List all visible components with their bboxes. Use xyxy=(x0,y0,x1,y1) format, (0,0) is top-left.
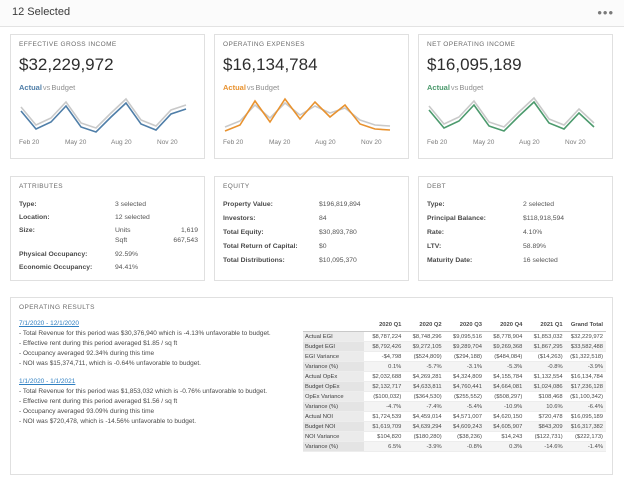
table-row xyxy=(303,392,606,402)
col-header: 2020 Q2 xyxy=(404,320,444,332)
attribute-value: 94.41% xyxy=(115,264,139,271)
cell: ($524,809) xyxy=(404,352,444,362)
cell: $14,243 xyxy=(485,432,525,442)
attribute-key: Economic Occupancy: xyxy=(19,264,93,271)
note-line: - Occupancy averaged 92.34% during this time xyxy=(19,350,155,357)
cell: ($38,236) xyxy=(445,432,485,442)
equity-value: $30,893,780 xyxy=(319,229,357,236)
cell: $4,620,150 xyxy=(485,412,525,422)
equity-value: $10,095,370 xyxy=(319,257,357,264)
col-header: 2020 Q4 xyxy=(485,320,525,332)
card-title: OPERATING EXPENSES xyxy=(223,41,305,48)
equity-key: Total Return of Capital: xyxy=(223,243,298,250)
cell: $4,269,281 xyxy=(404,372,444,382)
cell: -5.7% xyxy=(404,362,444,372)
table-row xyxy=(303,362,606,372)
card-title: ATTRIBUTES xyxy=(19,183,63,190)
row-label: Variance (%) xyxy=(303,402,364,412)
kpi-card-net-operating-income xyxy=(418,34,613,159)
cell: ($364,530) xyxy=(404,392,444,402)
note-date-link[interactable]: 7/1/2020 - 12/1/2020 xyxy=(19,320,79,327)
kpi-value: $16,134,784 xyxy=(223,55,318,74)
operating-results-notes xyxy=(19,320,289,436)
cell: 6.5% xyxy=(364,442,404,452)
x-tick: May 20 xyxy=(269,139,291,146)
cell: $17,236,128 xyxy=(566,382,606,392)
cell: ($222,173) xyxy=(566,432,606,442)
note-block xyxy=(19,320,289,369)
cell: $1,853,032 xyxy=(525,332,565,342)
cell: $4,459,014 xyxy=(404,412,444,422)
cell: -3.9% xyxy=(566,362,606,372)
note-line: - Occupancy averaged 93.09% during this time xyxy=(19,408,155,415)
cell: $8,787,224 xyxy=(364,332,404,342)
cell: $16,095,189 xyxy=(566,412,606,422)
equity-value: 84 xyxy=(319,215,327,222)
x-tick: Nov 20 xyxy=(565,139,586,146)
row-label: Budget NOI xyxy=(303,422,364,432)
note-line: - Effective rent during this period averaged $1.56 / sq ft xyxy=(19,398,178,405)
cell: 0.3% xyxy=(485,442,525,452)
equity-value: $0 xyxy=(319,243,327,250)
cell: ($508,297) xyxy=(485,392,525,402)
cell: -5.3% xyxy=(485,362,525,372)
row-label: Variance (%) xyxy=(303,362,364,372)
legend-vs: vs xyxy=(450,83,459,92)
x-tick: Nov 20 xyxy=(361,139,382,146)
cell: $8,792,426 xyxy=(364,342,404,352)
cell: -6.4% xyxy=(566,402,606,412)
legend-vs: vs xyxy=(42,83,51,92)
attribute-value: 12 selected xyxy=(115,214,150,221)
equity-card xyxy=(214,176,409,281)
debt-key: Type: xyxy=(427,201,445,208)
cell: $8,748,296 xyxy=(404,332,444,342)
cell: -14.6% xyxy=(525,442,565,452)
operating-results-card xyxy=(10,297,613,475)
cell: $16,134,784 xyxy=(566,372,606,382)
attribute-key: Type: xyxy=(19,201,37,208)
debt-value: 16 selected xyxy=(523,257,558,264)
kpi-legend xyxy=(19,83,75,92)
card-title: EFFECTIVE GROSS INCOME xyxy=(19,41,117,48)
col-header: Grand Total xyxy=(566,320,606,332)
attribute-value: 92.59% xyxy=(115,251,139,258)
table-row xyxy=(303,342,606,352)
cell: $9,272,105 xyxy=(404,342,444,352)
legend-budget: Budget xyxy=(255,83,280,92)
equity-key: Property Value: xyxy=(223,201,273,208)
cell: $4,760,441 xyxy=(445,382,485,392)
note-line: - NOI was $15,374,711, which is -0.64% unfavorable to budget. xyxy=(19,360,201,367)
more-options-icon[interactable]: ••• xyxy=(597,5,614,20)
row-label: NOI Variance xyxy=(303,432,364,442)
sparkline-chart-opex xyxy=(221,95,403,137)
row-label: Actual OpEx xyxy=(303,372,364,382)
cell: $33,582,488 xyxy=(566,342,606,352)
x-tick: Feb 20 xyxy=(223,139,244,146)
cell: -7.4% xyxy=(404,402,444,412)
cell: ($1,100,342) xyxy=(566,392,606,402)
attribute-value: 3 selected xyxy=(115,201,146,208)
note-line: - Effective rent during this period averaged $1.85 / sq ft xyxy=(19,340,178,347)
kpi-card-operating-expenses xyxy=(214,34,409,159)
cell: $4,639,294 xyxy=(404,422,444,432)
cell: $2,132,717 xyxy=(364,382,404,392)
cell: $1,867,295 xyxy=(525,342,565,352)
cell: -1.4% xyxy=(566,442,606,452)
debt-key: LTV: xyxy=(427,243,442,250)
x-tick: Feb 20 xyxy=(19,139,40,146)
note-line: - NOI was $720,478, which is -14.56% unfavorable to budget. xyxy=(19,418,197,425)
kpi-value: $32,229,972 xyxy=(19,55,114,74)
legend-vs: vs xyxy=(246,83,255,92)
debt-key: Principal Balance: xyxy=(427,215,486,222)
row-label: EGI Variance xyxy=(303,352,364,362)
table-row xyxy=(303,442,606,452)
kpi-card-effective-gross-income xyxy=(10,34,205,159)
attribute-value-2: 667,543 xyxy=(173,237,198,244)
row-label: Actual NOI xyxy=(303,412,364,422)
debt-key: Maturity Date: xyxy=(427,257,473,264)
cell: $4,633,811 xyxy=(404,382,444,392)
cell: $843,209 xyxy=(525,422,565,432)
cell: ($100,032) xyxy=(364,392,404,402)
attribute-value: Units xyxy=(115,227,131,234)
cell: ($255,552) xyxy=(445,392,485,402)
cell: ($180,280) xyxy=(404,432,444,442)
note-date-link[interactable]: 1/1/2020 - 1/1/2021 xyxy=(19,378,76,385)
kpi-legend xyxy=(427,83,483,92)
x-tick: May 20 xyxy=(65,139,87,146)
col-header: 2020 Q1 xyxy=(364,320,404,332)
cell: $8,778,904 xyxy=(485,332,525,342)
page-title: 12 Selected xyxy=(12,6,71,18)
table-row xyxy=(303,432,606,442)
cell: 10.6% xyxy=(525,402,565,412)
note-line: - Total Revenue for this period was $30,376,940 which is -4.13% unfavorable to budget. xyxy=(19,330,271,337)
cell: -10.9% xyxy=(485,402,525,412)
table-row xyxy=(303,422,606,432)
cell: -0.8% xyxy=(525,362,565,372)
cell: -3.1% xyxy=(445,362,485,372)
card-title: OPERATING RESULTS xyxy=(19,304,95,311)
card-title: EQUITY xyxy=(223,183,250,190)
cell: $1,132,554 xyxy=(525,372,565,382)
sparkline-chart-noi xyxy=(425,95,607,137)
equity-value: $196,819,894 xyxy=(319,201,361,208)
cell: $32,229,972 xyxy=(566,332,606,342)
table-row xyxy=(303,412,606,422)
x-tick: Nov 20 xyxy=(157,139,178,146)
row-label: Budget EGI xyxy=(303,342,364,352)
cell: $104,820 xyxy=(364,432,404,442)
row-label: Budget OpEx xyxy=(303,382,364,392)
cell: $720,478 xyxy=(525,412,565,422)
cell: $4,324,809 xyxy=(445,372,485,382)
sparkline-chart-egi xyxy=(17,95,199,137)
table-header-row xyxy=(303,320,606,332)
x-axis-labels xyxy=(221,139,403,151)
cell: 0.1% xyxy=(364,362,404,372)
kpi-value: $16,095,189 xyxy=(427,55,522,74)
cell: $4,571,007 xyxy=(445,412,485,422)
table-row xyxy=(303,332,606,342)
cell: ($294,188) xyxy=(445,352,485,362)
table-row xyxy=(303,352,606,362)
cell: -3.9% xyxy=(404,442,444,452)
legend-budget: Budget xyxy=(51,83,76,92)
cell: -5.4% xyxy=(445,402,485,412)
table-row xyxy=(303,402,606,412)
attribute-key: Physical Occupancy: xyxy=(19,251,88,258)
table-row xyxy=(303,372,606,382)
cell: $16,317,382 xyxy=(566,422,606,432)
cell: -4.7% xyxy=(364,402,404,412)
attribute-key: Location: xyxy=(19,214,50,221)
x-axis-labels xyxy=(425,139,607,151)
operating-results-table xyxy=(303,320,606,452)
card-title: DEBT xyxy=(427,183,446,190)
legend-actual: Actual xyxy=(223,83,246,92)
debt-value: $118,918,594 xyxy=(523,215,565,222)
row-label: Variance (%) xyxy=(303,442,364,452)
debt-value: 2 selected xyxy=(523,201,554,208)
row-label: OpEx Variance xyxy=(303,392,364,402)
cell: ($1,322,518) xyxy=(566,352,606,362)
attributes-card xyxy=(10,176,205,281)
legend-actual: Actual xyxy=(427,83,450,92)
cell: $4,609,243 xyxy=(445,422,485,432)
col-header xyxy=(303,320,364,332)
card-title: NET OPERATING INCOME xyxy=(427,41,516,48)
equity-key: Total Distributions: xyxy=(223,257,285,264)
cell: $9,269,368 xyxy=(485,342,525,352)
attribute-key: Size: xyxy=(19,227,35,234)
cell: $4,664,081 xyxy=(485,382,525,392)
x-tick: Aug 20 xyxy=(111,139,132,146)
cell: $2,032,688 xyxy=(364,372,404,382)
legend-actual: Actual xyxy=(19,83,42,92)
operating-results-table-wrap xyxy=(303,320,606,452)
x-tick: Feb 20 xyxy=(427,139,448,146)
cell: ($122,731) xyxy=(525,432,565,442)
debt-value: 58.89% xyxy=(523,243,547,250)
debt-key: Rate: xyxy=(427,229,444,236)
row-label: Actual EGI xyxy=(303,332,364,342)
attribute-value-2: 1,619 xyxy=(180,227,198,234)
cell: $1,619,709 xyxy=(364,422,404,432)
legend-budget: Budget xyxy=(459,83,484,92)
cell: $4,155,784 xyxy=(485,372,525,382)
cell: $9,289,704 xyxy=(445,342,485,352)
cell: $1,024,086 xyxy=(525,382,565,392)
x-axis-labels xyxy=(17,139,199,151)
table-row xyxy=(303,382,606,392)
cell: ($484,084) xyxy=(485,352,525,362)
col-header: 2020 Q3 xyxy=(445,320,485,332)
cell: -0.8% xyxy=(445,442,485,452)
cell: $108,468 xyxy=(525,392,565,402)
x-tick: Aug 20 xyxy=(519,139,540,146)
cell: -$4,798 xyxy=(364,352,404,362)
cell: $1,724,539 xyxy=(364,412,404,422)
col-header: 2021 Q1 xyxy=(525,320,565,332)
cell: $9,095,516 xyxy=(445,332,485,342)
x-tick: May 20 xyxy=(473,139,495,146)
page-header xyxy=(0,0,624,27)
cell: ($14,263) xyxy=(525,352,565,362)
kpi-legend xyxy=(223,83,279,92)
equity-key: Investors: xyxy=(223,215,256,222)
debt-card xyxy=(418,176,613,281)
note-block xyxy=(19,378,289,427)
debt-value: 4.10% xyxy=(523,229,543,236)
cell: $4,605,907 xyxy=(485,422,525,432)
attribute-value: Sqft xyxy=(115,237,128,244)
equity-key: Total Equity: xyxy=(223,229,264,236)
note-line: - Total Revenue for this period was $1,853,032 which is -0.76% unfavorable to budget. xyxy=(19,388,268,395)
x-tick: Aug 20 xyxy=(315,139,336,146)
